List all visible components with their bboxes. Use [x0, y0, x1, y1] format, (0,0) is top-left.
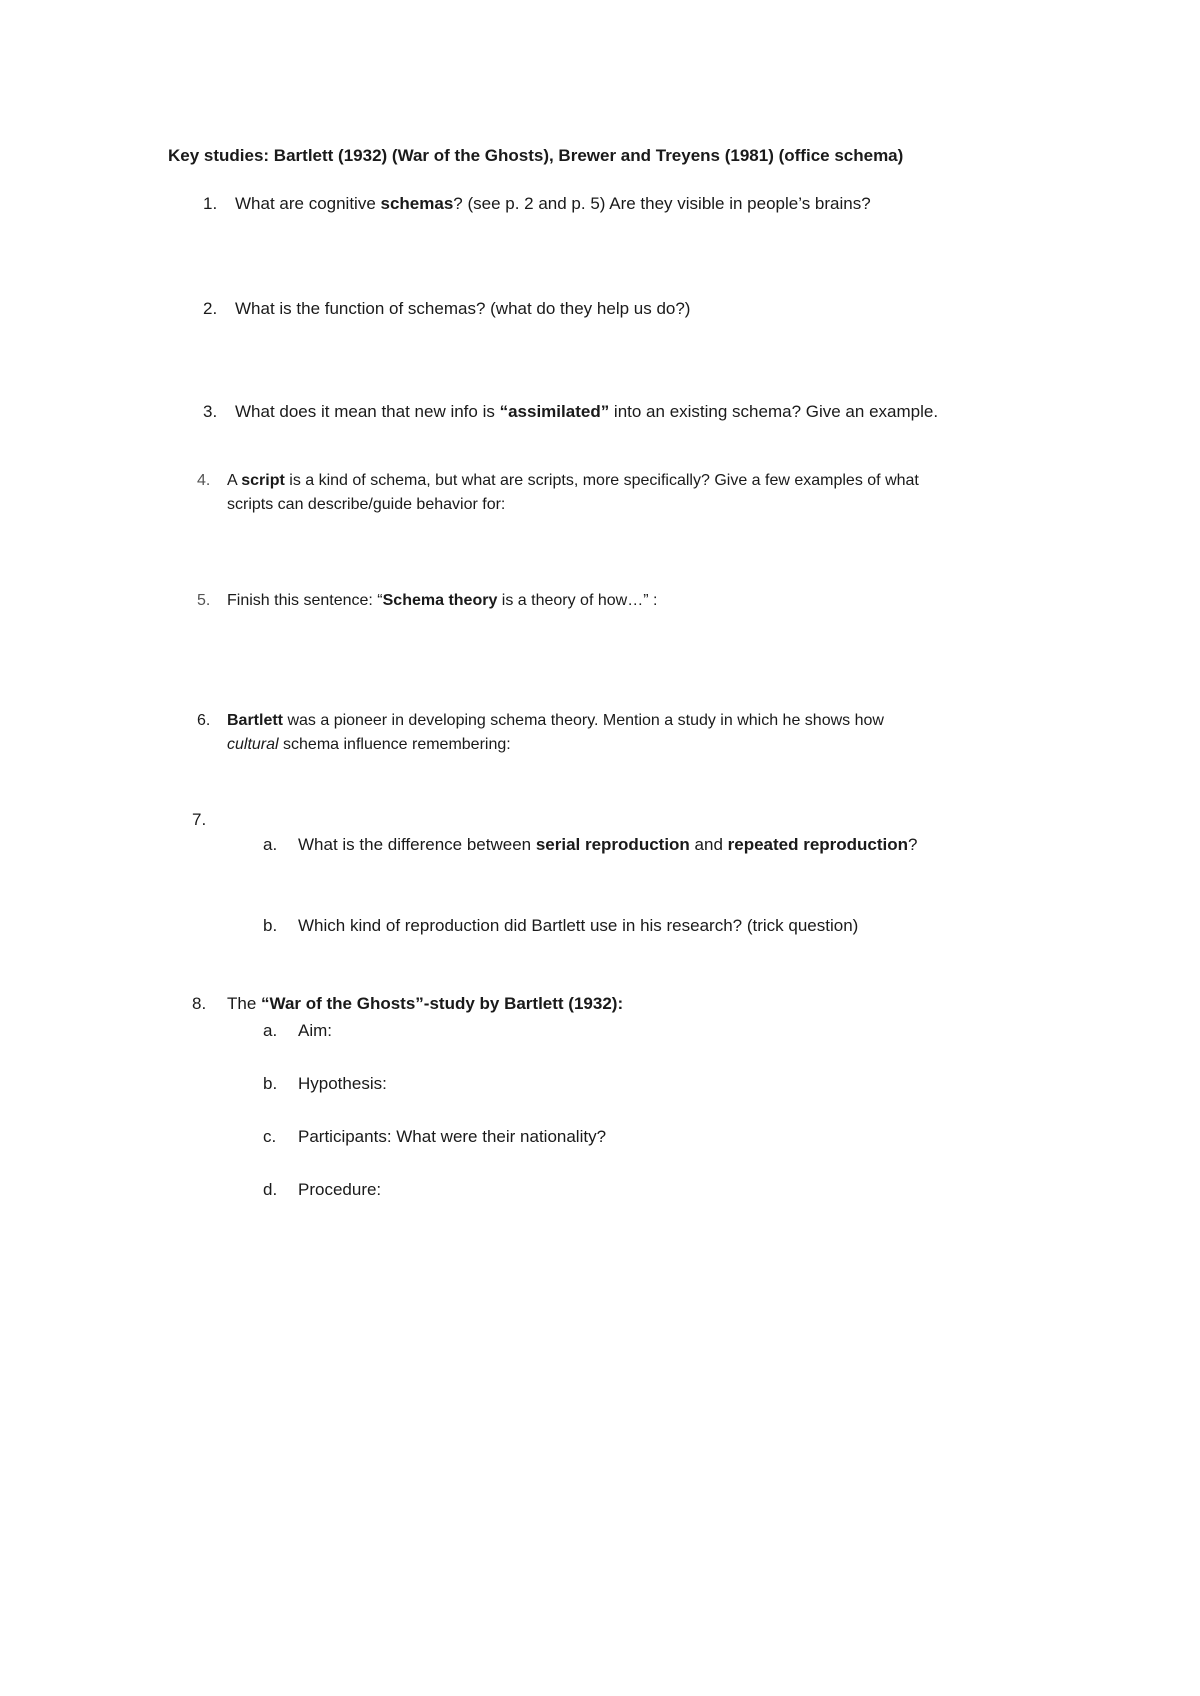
question-5 — [197, 589, 657, 613]
question-number: 2. — [203, 299, 218, 318]
question-text: What is the function of schemas? (what do they help us do?) — [235, 299, 691, 318]
question-text: The — [227, 994, 262, 1013]
sub-question-text: Participants: What were their nationality? — [298, 1127, 607, 1146]
question-number: 6. — [197, 712, 211, 729]
question-text-line2 — [197, 733, 884, 757]
question-italic-term: cultural — [227, 736, 279, 753]
question-4 — [197, 469, 919, 517]
question-text: A — [227, 472, 242, 489]
sub-question-letter: d. — [263, 1180, 278, 1199]
page-title: Key studies: Bartlett (1932) (War of the Ghosts), Brewer and Treyens (1981) (office schema) — [168, 146, 904, 165]
question-text-line2: scripts can describe/guide behavior for: — [227, 496, 506, 513]
question-3 — [203, 400, 938, 424]
question-8d — [263, 1178, 381, 1202]
sub-question-text: Aim: — [298, 1021, 332, 1040]
sub-question-text-mid: and — [689, 835, 728, 854]
question-bold-term: schemas — [380, 194, 454, 213]
question-7b — [263, 914, 858, 938]
question-bold-term: “assimilated” — [499, 402, 610, 421]
question-number: 5. — [197, 592, 211, 609]
question-bold-term: script — [241, 472, 285, 489]
question-8b — [263, 1072, 387, 1096]
question-8c — [263, 1125, 606, 1149]
question-bold-term: “War of the Ghosts”-study by Bartlett (1932): — [261, 994, 624, 1013]
question-text: What does it mean that new info is — [235, 402, 500, 421]
question-number: 8. — [192, 994, 207, 1013]
sub-question-letter: a. — [263, 835, 278, 854]
sub-question-bold-term-1: serial reproduction — [535, 835, 690, 854]
question-text-end: is a kind of schema, but what are scripts, more specifically? Give a few examples of what — [284, 472, 919, 489]
sub-question-text-end: ? — [908, 835, 918, 854]
sub-question-text: Hypothesis: — [298, 1074, 387, 1093]
question-7 — [192, 808, 206, 832]
sub-question-letter: b. — [263, 1074, 278, 1093]
question-text-end: ? (see p. 2 and p. 5) Are they visible in people’s brains? — [453, 194, 871, 213]
question-bold-term: Schema theory — [382, 592, 498, 609]
question-text: was a pioneer in developing schema theory. Mention a study in which he shows how — [283, 712, 884, 729]
sub-question-text: Which kind of reproduction did Bartlett use in his research? (trick question) — [298, 916, 859, 935]
question-text-line2-rest: schema influence remembering: — [278, 736, 511, 753]
sub-question-text: What is the difference between — [298, 835, 536, 854]
question-number: 3. — [203, 402, 218, 421]
sub-question-letter: b. — [263, 916, 278, 935]
question-6 — [197, 709, 884, 757]
question-bold-term: Bartlett — [227, 712, 284, 729]
question-text: Finish this sentence: “ — [227, 592, 383, 609]
sub-question-letter: a. — [263, 1021, 278, 1040]
question-text: What are cognitive — [235, 194, 381, 213]
question-1 — [203, 192, 871, 216]
question-text-end: is a theory of how…” : — [497, 592, 658, 609]
question-number: 7. — [192, 810, 207, 829]
question-number: 1. — [203, 194, 218, 213]
question-8 — [192, 992, 623, 1016]
question-text-end: into an existing schema? Give an example. — [609, 402, 939, 421]
sub-question-text: Procedure: — [298, 1180, 382, 1199]
question-2 — [203, 297, 690, 321]
sub-question-bold-term-2: repeated reproduction — [727, 835, 909, 854]
sub-question-letter: c. — [263, 1127, 277, 1146]
question-8a — [263, 1019, 332, 1043]
question-number: 4. — [197, 472, 211, 489]
question-7a — [263, 833, 918, 857]
